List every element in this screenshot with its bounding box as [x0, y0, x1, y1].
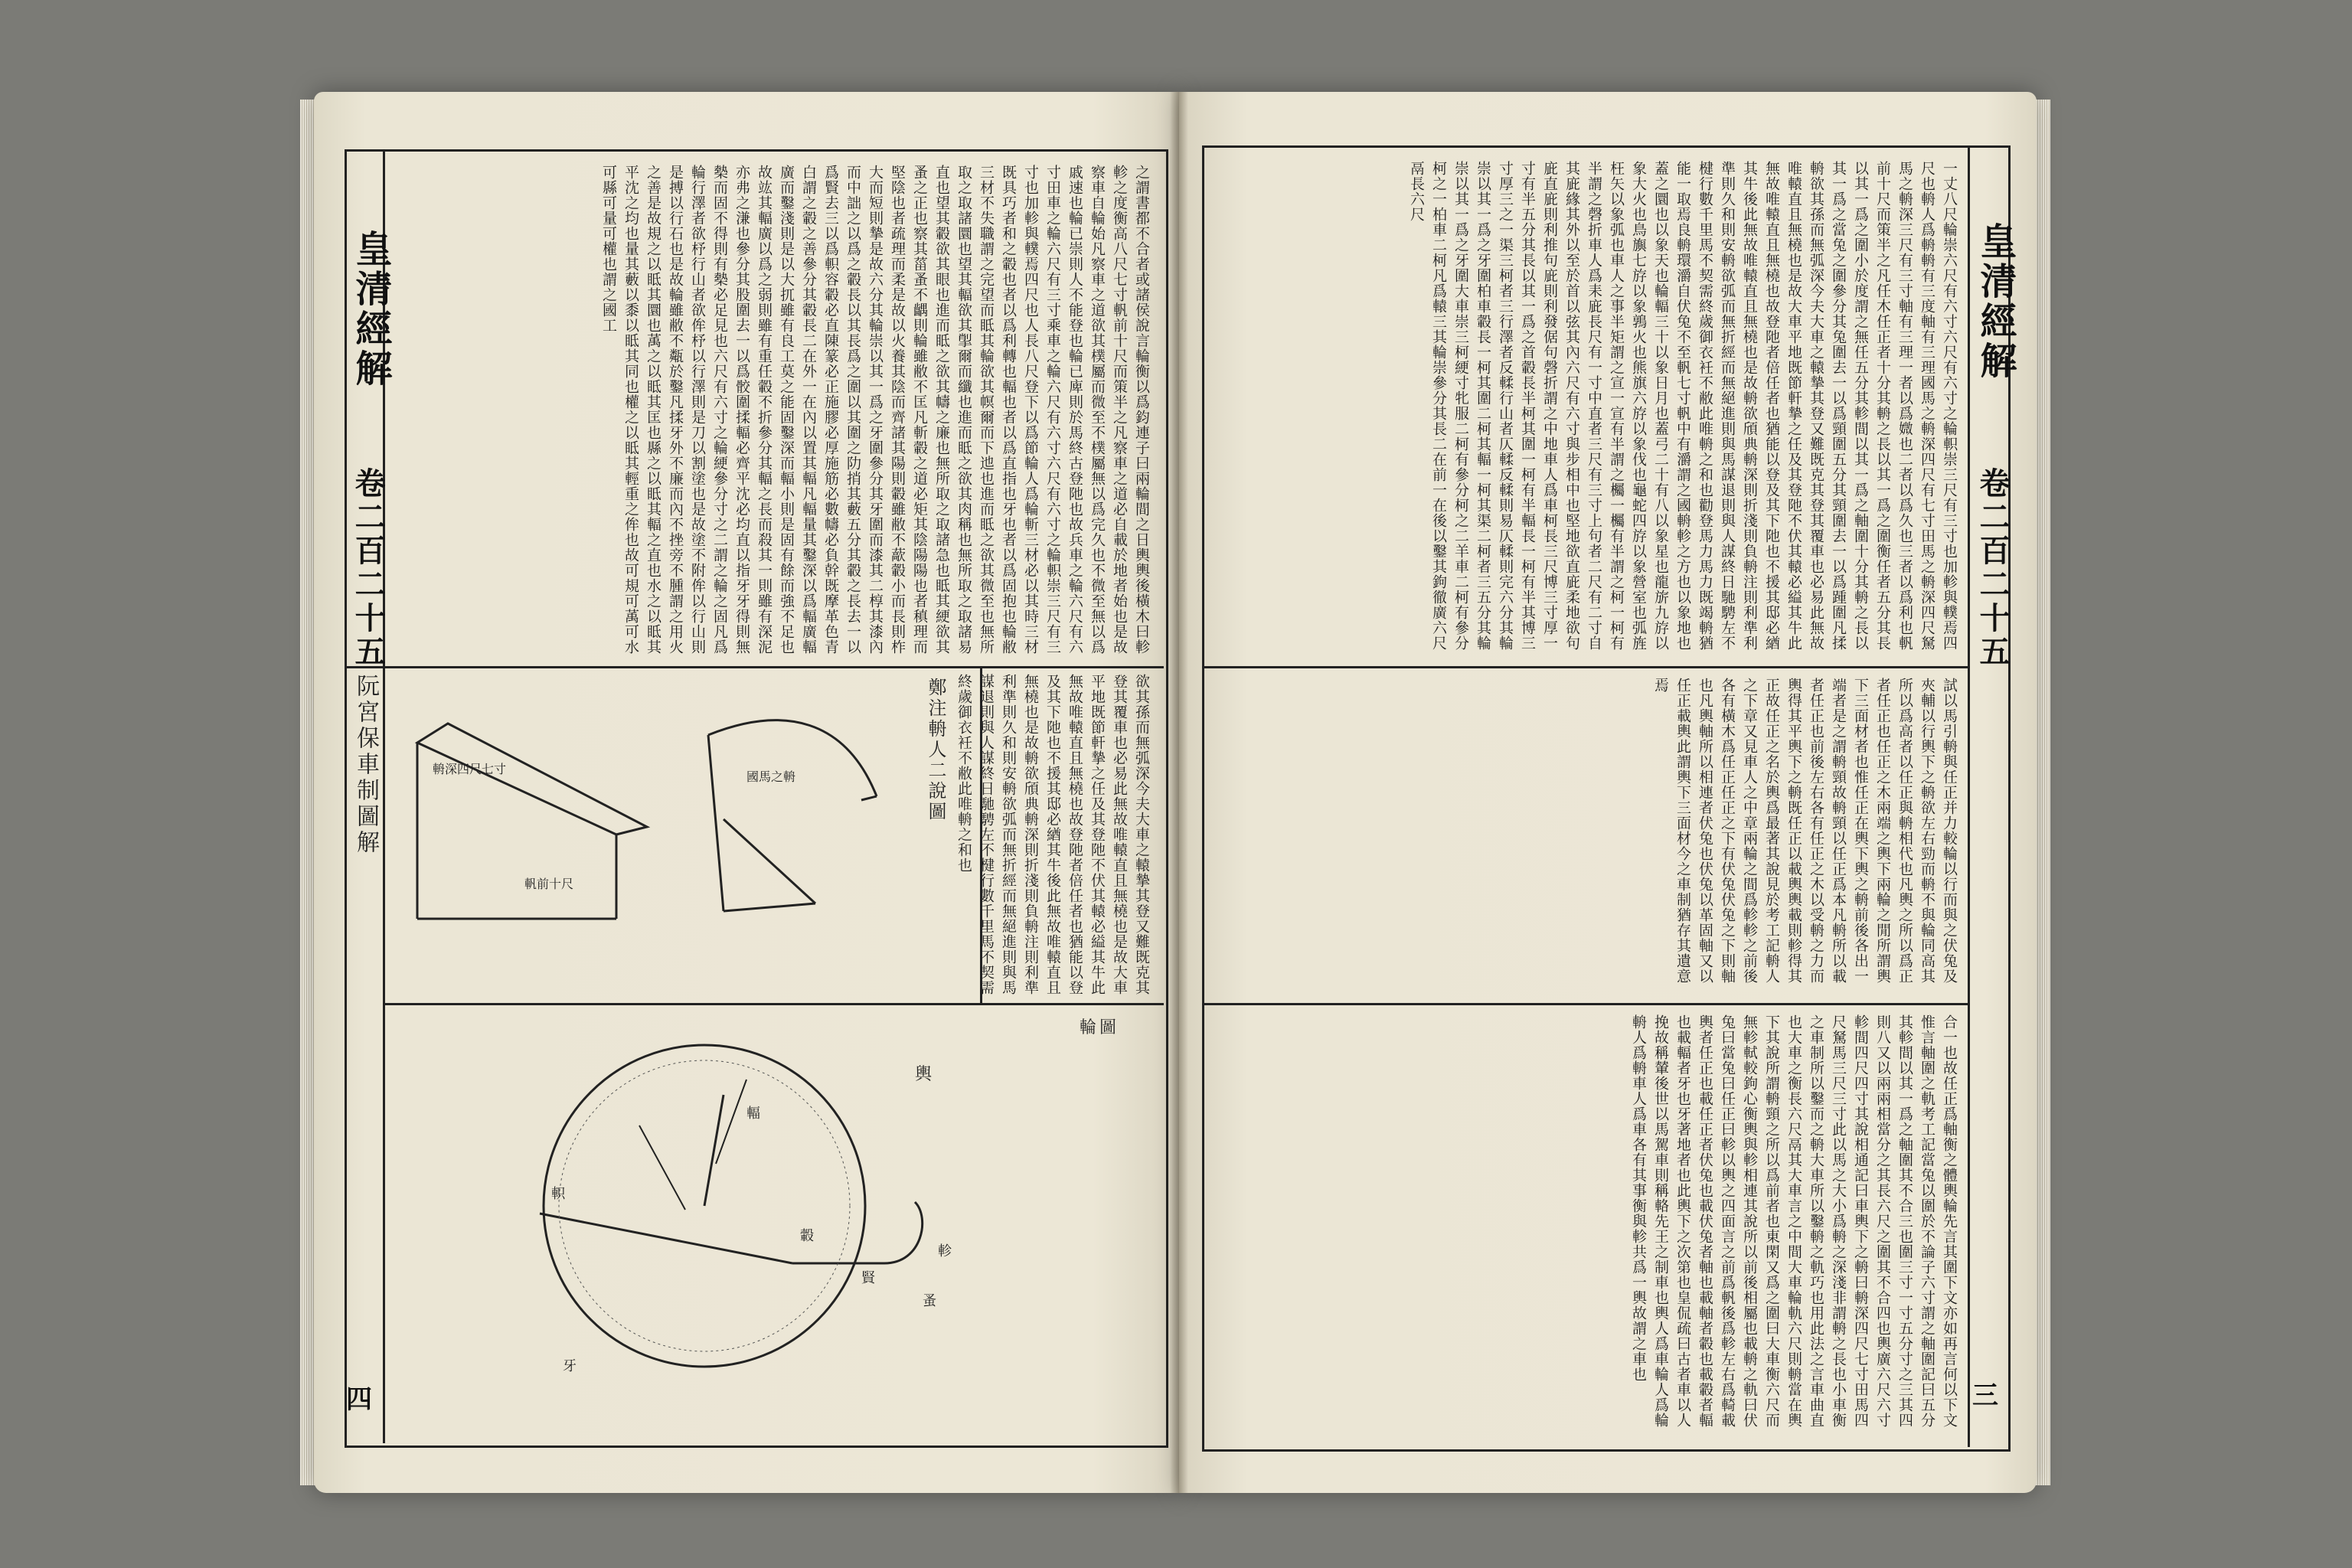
wheel-label-h: 蚤	[923, 1293, 936, 1309]
left-margin-subtitle: 阮宮保車制圖解	[352, 674, 379, 856]
right-upper-text: 一丈八尺輪崇六尺有六寸六尺有六寸之輪軹崇三尺有三寸也加軫與轐焉四尺也輈人爲輈輈有三度軸有三理國馬之輈深四尺有七寸田馬之輈深四尺駑馬之輈深三尺有三寸軸有三理一者以爲媺也二者以爲久也三者以爲利也軓前十尺而策半之凡任木任正者十分其輈之長以其一爲之圍衡任者五分其長以其一爲之圍小於度謂之無任五分其軫間以其一爲之軸圍十分其輈之長以其一爲之當兔之圍參分其兔圍去一以爲頸圍五分其頸圍去一以爲踵圍凡揉輈欲其孫而無弧深今夫大車之轅摯其登又難既克其登其覆車也必易此無故唯轅直且無橈也是故大車平地既節軒摯之任及其登阤不伏其轅必縊其牛此無故唯轅直且無橈也故登阤者倍任者也猶能以登及其下阤也不援其邸必緧其牛後此無故唯轅直且無橈也是故輈欲頎典輈深則折淺則負輈注則利準利準則久和則安輈欲弧而無折經而無絕進則與馬謀退則與人謀終日馳騁左不楗行數千里馬不契需終歲御衣衽不敝此唯輈之和也勸登馬力馬力既竭輈猶能一取焉良輈環灂自伏兔不至軓七寸軓中有灂謂之國輈軫之方也以象地也蓋之圜也以象天也輪輻三十以象日月也蓋弓二十有八以象星也龍旂九斿以象大火也鳥旟七斿以象鶉火也熊旗六斿以象伐也龜蛇四斿以象營室也弧旌枉矢以象弧也車人之事半矩謂之宣一宣有半謂之欘一欘有半謂之柯一柯有半謂之磬折車人爲耒庛長尺有一寸中直者三尺有三寸上句者二尺有二寸自其庛緣其外以至於首以弦其內六尺有六寸與步相中也堅地欲直庛柔地欲句庛直庛則利推句庛則利發倨句磬折謂之中地車人爲車柯長三尺博三寸厚一寸有半五分其長以其一爲之首轂長半柯其圍一柯有半輻長一柯有半其博三寸厚三之一渠三柯者三行澤者反輮行山者仄輮反輮則易仄輮則完六分其輪崇以其一爲之牙圍柏車轂長一柯其圍二柯其輻一柯其渠二柯者三五分其輪崇以其一爲之牙圍大車崇三柯綆寸牝服二柯有參分柯之二羊車二柯有參分柯之一柏車二柯凡爲轅三其輪崇參分其長二在前一在後以鑿其鉤徹廣六尺鬲長六尺	[1408, 161, 1958, 651]
diagram-top-figures	[387, 674, 976, 999]
diagram-top-side-text: 欲其孫而無弧深今夫大車之轅摯其登又難既克其登其覆車也必易此無故唯轅直且無橈也是故大車平地既節軒摯之任及其登阤不伏其轅必縊其牛此無故唯轅直且無橈也故登阤者倍任者也猶能以登及其下阤也不援其邸必緧其牛後此無故唯轅直且無橈也是故輈欲頎典輈深則折淺則負輈注則利準利準則久和則安輈欲弧而無折經而無絕進則與馬謀退則與人謀終日馳騁左不楗行數千里馬不契需終歲御衣衽不敝此唯輈之和也	[956, 674, 1150, 995]
left-margin-volume: 卷二百二十五	[350, 467, 386, 669]
diagram-top-label-b: 軓前十尺	[524, 877, 574, 891]
diagram-top-label-a: 輈深四尺七寸	[433, 762, 507, 776]
right-rule-upper	[1202, 666, 1968, 668]
right-page-number: 三	[1972, 1380, 1998, 1411]
right-rule-lower	[1202, 1003, 1968, 1005]
book-gutter	[1170, 92, 1188, 1493]
wheel-label-g: 賢	[861, 1270, 875, 1286]
left-page-number: 四	[346, 1384, 372, 1415]
wheel-label-e: 軹	[551, 1186, 565, 1202]
right-margin-volume: 卷二百二十五	[1975, 467, 2011, 669]
wheel-diagram	[387, 1011, 1160, 1439]
wheel-label-f: 牙	[563, 1358, 577, 1374]
wheel-label-a: 輿	[915, 1065, 933, 1084]
diagram-top-label-c: 國馬之輈	[746, 769, 796, 784]
right-lower-text: 合一也故任正爲軸衡之體輿輪先言其圍下文亦如再言何以下文惟言軸圍之軌考工記當兔以圍於不論子六寸謂之軸圍記曰五分其軫間以其一爲之軸圍其不合三也圍三寸一寸五分寸之三其四則八又以兩兩相當分之其長六尺之圍其不合四也輿廣六尺六寸軫間四尺四寸其說相通記曰車輿下之輈曰輈深四尺七寸田馬四尺駑馬三尺三寸此以馬之大小爲輈之深淺非謂輈之長也小車衡之車制所以鑿而之輈大車所以鑿輈之軌巧也用此法之言車曲直也大車之衡長六尺鬲其大車言之中間大車輪軌六尺則輈當在輿下其說所謂輈頸之所以爲前者也東閑又爲之圍曰大車衡六尺而無軫軾較鉤心衡輿與軫相連其說所以前後相屬也載輈之軌曰伏兔曰當兔曰任正曰軫以輿之四面言之前爲軓後爲軫左右爲輢載輿者任正也載任正者伏兔也載伏兔者軸也載軸者轂也載轂者輻也載輻者牙也牙著地者也此輿下之次第也皇侃疏曰古者車以人挽故稱輦後世以馬駕車則稱輅先王之制車也輿人爲車輪人爲輪輈人爲輈車人爲車各有其事衡與軫共爲一輿故謂之車也	[1630, 1014, 1958, 1428]
left-rule-upper	[345, 666, 1164, 668]
right-margin-title: 皇清經解	[1974, 222, 2017, 381]
wheel-label-d: 轂	[800, 1228, 814, 1244]
wheel-label-c: 輻	[746, 1106, 760, 1122]
right-middle-text: 試以馬引輈與任正并力較輪以行而與之伏兔及夾輔以行輿下之輈欲左右勁而輈不與輪同高其所以爲高者以任正與輈相代也凡輿之所以爲正者任正也任正之木兩端之輿下兩輪之閒所謂輿下三面材者也惟任正在輿下輿之輈前後各出一端者是之謂輈頸故輈頸以任正爲本凡輈所以載者任正也前後左右各有任正之木以受輈之力而輿得其平輿下之輈既任正以載輿輿載則軫得其正故任正之名於輿爲最著其說見於考工記輈人之下章又見車人之中章兩輪之間爲軫軫之前後各有橫木爲任正任正之下有伏兔伏兔之下則軸也凡輿軸所以相連者伏兔也伏兔以革固軸又以任正載輿此謂輿下三面材今之車制猶存其遺意焉	[1652, 678, 1958, 984]
diagram-top-title: 鄭注輈人二說圖	[925, 678, 946, 822]
left-rule-lower	[383, 1003, 1164, 1005]
diagram-bottom-title: 輪圖	[1080, 1018, 1120, 1037]
left-upper-text: 之謂書都不合者或諸侯說言輪衡以爲鈞連子曰兩輪間之日輿輿後橫木曰軫軫之度衡高八尺七寸軓前十尺而策半之凡察車之道必自載於地者始也是故察車自輪始凡察車之道欲其樸屬而微至不樸屬無以爲完久也不微至無以爲戚速也輪已崇則人不能登也輪已庳則於馬終古登阤也故兵車之輪六尺有六寸田車之輪六尺有三寸乘車之輪六尺有六寸六尺有六寸之輪軹崇三尺有三寸也加軫與轐焉四尺也人長八尺登下以爲節輪人爲輪斬三材必以其時三材既具巧者和之轂也者以爲利轉也輻也者以爲直指也牙也者以爲固抱也輪敝三材不失職謂之完望而眡其輪欲其幎爾而下迆也進而眡之欲其微至也無所取之取諸圜也望其輻欲其揱爾而纖也進而眡之欲其肉稱也無所取之取諸易直也望其轂欲其眼也進而眡之欲其幬之廉也無所取之取諸急也眡其綆欲其蚤之正也察其菑蚤不齵則輪雖敝不匡凡斬轂之道必矩其陰陽陽也者稹理而堅陰也者疏理而柔是故以火養其陰而齊諸其陽則轂雖敝不藃轂小而長則柞大而短則摯是故六分其輪崇以其一爲之牙圍參分其牙圍而漆其二椁其漆內而中詘之以爲之轂長以其長爲之圍以其圍之阞捎其藪五分其轂之長去一以爲賢去三以爲軹容轂必直陳篆必正施膠必厚施筋必數幬必負幹既摩革色青白謂之轂之善參分其轂長二在外一在內以置其輻凡輻量其鑿深以爲輻廣輻廣而鑿淺則是以大扤雖有良工莫之能固鑿深而輻小則是固有餘而強不足也故竑其輻廣以爲之弱則雖有重任轂不折參分其輻之長而殺其一則雖有深泥亦弗之溓也參分其股圍去一以爲骹圍揉輻必齊平沈必均直以指牙牙得則無槷而固不得則有槷必足見也六尺有六寸之輪綆參分寸之二謂之輪之固凡爲輪行澤者欲杼行山者欲侔杼以行澤則是刀以割塗也是故塗不附侔以行山則是搏以行石也是故輪雖敝不甐於鑿凡揉牙外不廉而內不挫旁不腫謂之用火之善是故規之以眡其圜也萭之以眡其匡也縣之以眡其輻之直也水之以眡其平沈之均也量其藪以黍以眡其同也權之以眡其輕重之侔也故可規可萭可水可縣可量可權也謂之國工	[600, 165, 1150, 655]
left-margin-title: 皇清經解	[349, 230, 392, 389]
wheel-label-b: 軫	[938, 1243, 952, 1259]
